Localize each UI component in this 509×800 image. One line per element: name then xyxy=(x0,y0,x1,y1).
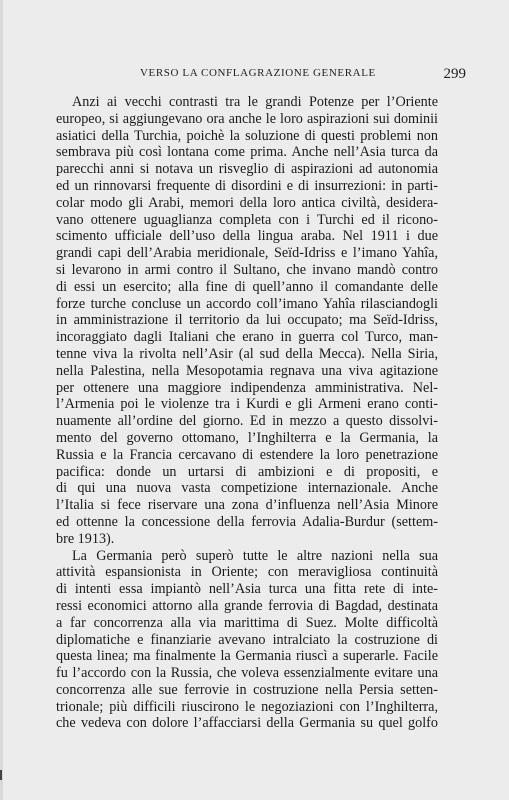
text-line: scimento ufficiale dell’uso della lingua araba. Nel 1911 i due xyxy=(56,228,438,245)
scan-edge xyxy=(0,0,3,800)
text-line: di qui una nuova vasta competizione internazionale. Anche xyxy=(56,480,438,497)
text-line: diplomatiche e finanziarie avevano intralciato la costruzione di xyxy=(56,631,438,648)
text-line: mento del governo ottomano, l’Inghilterra e la Germania, la xyxy=(56,429,438,446)
scan-mark xyxy=(0,770,2,780)
text-line: per ottenere una maggiore indipendenza amministrativa. Nel- xyxy=(56,379,438,396)
text-line: si levarono in armi contro il Sultano, che invano mandò contro xyxy=(56,261,438,278)
text-line: vano ottenere uguaglianza completa con i Turchi ed il ricono- xyxy=(56,211,438,228)
text-line: Russia e la Francia cercavano di estendere la loro penetrazione xyxy=(56,446,438,463)
text-line: ressi economici attorno alla grande ferrovia di Bagdad, destinata xyxy=(56,597,438,614)
text-line: l’Armenia poi le violenze tra i Kurdi e gli Armeni erano conti- xyxy=(56,396,438,413)
text-line: asiatici della Turchia, poichè la soluzione di questi problemi non xyxy=(56,127,438,144)
text-line: trionale; più difficili riuscirono le negoziazioni con l’Inghilterra, xyxy=(56,698,438,715)
text-line: grandi capi dell’Arabia meridionale, Seïd-Idriss e l’imano Yahîa, xyxy=(56,245,438,262)
text-line: tenne viva la rivolta nell’Asir (al sud della Mecca). Nella Siria, xyxy=(56,345,438,362)
text-line: parecchi anni si notava un risveglio di aspirazioni ad autonomia xyxy=(56,161,438,178)
text-line: La Germania però superò tutte le altre nazioni nella sua xyxy=(72,547,438,564)
body-text xyxy=(56,94,438,732)
paragraph-1 xyxy=(56,94,438,548)
text-line: in amministrazione il territorio da lui occupato; ma Seïd-Idriss, xyxy=(56,312,438,329)
text-line: ed un rinnovarsi frequente di disordini e di insurrezioni: in parti- xyxy=(56,177,438,194)
running-title: VERSO LA CONFLAGRAZIONE GENERALE xyxy=(140,67,376,79)
text-line: colar modo gli Arabi, memori della loro antica civiltà, desidera- xyxy=(56,194,438,211)
text-line: nuamente all’ordine del giorno. Ed in mezzo a questo dissolvi- xyxy=(56,413,438,430)
text-line: fu l’accordo con la Russia, che voleva essenzialmente evitare una xyxy=(56,665,438,682)
text-line: attività espansionista in Oriente; con meravigliosa continuità xyxy=(56,564,438,581)
text-line: Anzi ai vecchi contrasti tra le grandi Potenze per l’Oriente xyxy=(72,94,438,110)
text-line: di intenti essa impiantò nell’Asia turca una fitta rete di inte- xyxy=(56,581,438,598)
page-header xyxy=(40,64,469,90)
text-line: di essi un esercito; alla fine di quell’anno il comandante delle xyxy=(56,278,438,295)
text-line: forze turche concluse un accordo coll’imano Yahîa rilasciandogli xyxy=(56,295,438,312)
text-line: nella Palestina, nella Mesopotamia regnava una viva agitazione xyxy=(56,362,438,379)
text-line: concorrenza alle sue ferrovie in costruzione nella Persia setten- xyxy=(56,681,438,698)
paragraph-2 xyxy=(56,548,438,733)
text-line: europeo, si aggiungevano ora anche le loro aspirazioni sui dominii xyxy=(56,110,438,127)
text-line: a far concorrenza alla via marittima di Suez. Molte difficoltà xyxy=(56,614,438,631)
page-number: 299 xyxy=(443,66,466,82)
text-line: che vedeva con dolore l’affacciarsi della Germania su quel golfo xyxy=(56,715,438,732)
text-line: sembrava più così lontana come prima. Anche nell’Asia turca da xyxy=(56,144,438,161)
text-line: l’Italia si fece riservare una zona d’influenza nell’Asia Minore xyxy=(56,497,438,514)
text-line: incoraggiato dagli Italiani che erano in guerra col Turco, man- xyxy=(56,329,438,346)
text-line: ed ottenne la concessione della ferrovia Adalia-Burdur (settem- xyxy=(56,513,438,530)
text-line: questa linea; ma finalmente la Germania riuscì a superarle. Facile xyxy=(56,648,438,665)
text-line: pacifica: donde un urtarsi di ambizioni e di propositi, e xyxy=(56,463,438,480)
text-line: bre 1913). xyxy=(56,530,115,547)
